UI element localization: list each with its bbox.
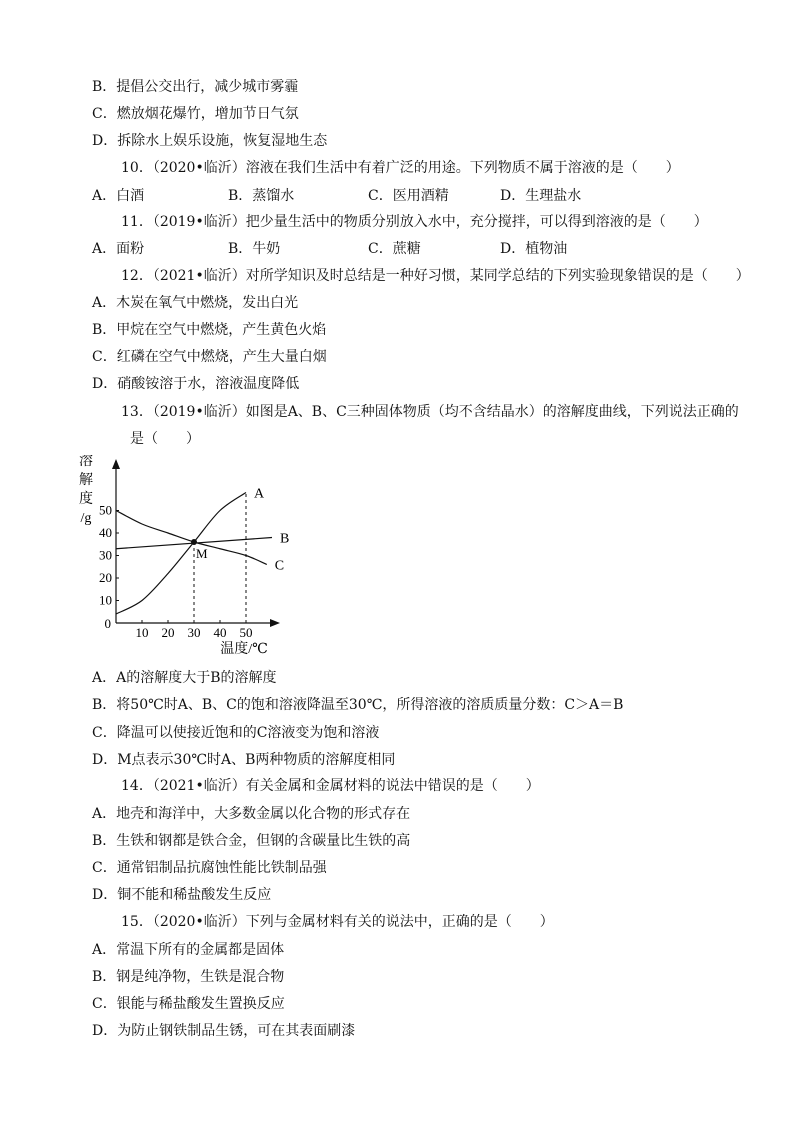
q11-option-d: D．植物油 <box>500 241 568 257</box>
series-a-curve <box>116 493 246 615</box>
x-tick-label: 30 <box>187 625 201 640</box>
y-axis-label-part: 溶 <box>79 455 93 469</box>
q15-option-b: B．钢是纯净物，生铁是混合物 <box>92 969 285 985</box>
q13-option-d: D．M点表示30℃时A、B两种物质的溶解度相同 <box>92 752 396 768</box>
q9-option-d: D．拆除水上娱乐设施，恢复湿地生态 <box>92 133 328 149</box>
x-tick-label: 20 <box>161 625 175 640</box>
q12-option-c: C．红磷在空气中燃烧，产生大量白烟 <box>92 349 327 365</box>
q15-option-d: D．为防止钢铁制品生锈，可在其表面刷漆 <box>92 1023 356 1039</box>
q14-option-d: D．铜不能和稀盐酸发生反应 <box>92 887 272 903</box>
x-axis-label: 温度/℃ <box>220 642 268 657</box>
y-tick-label: 30 <box>99 547 112 563</box>
origin-label: 0 <box>104 616 111 631</box>
point-m-label: M <box>196 546 208 561</box>
q10-stem: 10．（2020•临沂）溶液在我们生活中有着广泛的用途。下列物质不属于溶液的是（ ） <box>121 160 680 176</box>
q11-option-b: B．牛奶 <box>228 241 281 257</box>
q13-stem: 13．（2019•临沂）如图是A、B、C三种固体物质（均不含结晶水）的溶解度曲线，下列说法正确的 <box>121 404 739 420</box>
q10-option-c: C．医用酒精 <box>368 188 449 204</box>
series-c-curve <box>116 511 267 565</box>
q13-option-a: A．A的溶解度大于B的溶解度 <box>92 670 277 686</box>
y-tick-label: 40 <box>99 525 112 540</box>
q14-stem: 14．（2021•临沂）有关金属和金属材料的说法中错误的是（ ） <box>121 778 540 794</box>
q13-option-c: C．降温可以使接近饱和的C溶液变为饱和溶液 <box>92 725 380 741</box>
y-axis-arrow <box>112 459 120 469</box>
series-c-label: C <box>274 558 285 574</box>
chart-labels <box>79 455 289 657</box>
q9-option-c: C．燃放烟花爆竹，增加节日气氛 <box>92 106 299 122</box>
chart-series <box>116 493 272 615</box>
q11-option-a: A．面粉 <box>92 241 145 257</box>
y-axis-label-part: /g <box>80 511 92 526</box>
q14-option-b: B．生铁和钢都是铁合金，但钢的含碳量比生铁的高 <box>92 833 411 849</box>
q12-option-d: D．硝酸铵溶于水，溶液温度降低 <box>92 376 300 392</box>
y-axis-label-part: 度 <box>79 492 93 507</box>
y-axis-label-part: 解 <box>79 473 93 488</box>
q11-stem: 11．（2019•临沂）把少量生活中的物质分别放入水中，充分搅拌，可以得到溶液的是（ ） <box>121 214 708 230</box>
q12-option-a: A．木炭在氧气中燃烧，发出白光 <box>92 295 299 311</box>
q12-option-b: B．甲烷在空气中燃烧，产生黄色火焰 <box>92 322 327 338</box>
q9-option-b: B．提倡公交出行，减少城市雾霾 <box>92 79 299 95</box>
q13-stem-continued: 是（ ） <box>130 431 200 447</box>
q15-option-c: C．银能与稀盐酸发生置换反应 <box>92 996 285 1012</box>
q15-option-a: A．常温下所有的金属都是固体 <box>92 942 285 958</box>
y-tick-label: 20 <box>99 570 112 585</box>
q10-option-b: B．蒸馏水 <box>228 188 295 204</box>
x-tick-label: 40 <box>213 625 227 640</box>
point-m-marker <box>191 539 197 545</box>
x-tick-label: 50 <box>239 625 253 640</box>
solubility-chart <box>74 455 304 665</box>
q10-option-d: D．生理盐水 <box>500 188 582 204</box>
q11-option-c: C．蔗糖 <box>368 241 421 257</box>
q10-option-a: A．白酒 <box>92 188 145 204</box>
series-a-label: A <box>254 486 265 502</box>
q14-option-a: A．地壳和海洋中，大多数金属以化合物的形式存在 <box>92 806 411 822</box>
q14-option-c: C．通常铝制品抗腐蚀性能比铁制品强 <box>92 860 327 876</box>
q12-stem: 12．（2021•临沂）对所学知识及时总结是一种好习惯，某同学总结的下列实验现象错误的是（ ） <box>121 268 750 284</box>
q15-stem: 15．（2020•临沂）下列与金属材料有关的说法中，正确的是（ ） <box>121 914 554 930</box>
y-tick-label: 50 <box>99 502 112 518</box>
q13-option-b: B．将50℃时A、B、C的饱和溶液降温至30℃，所得溶液的溶质质量分数：C＞A＝B <box>92 697 624 713</box>
x-axis-arrow <box>270 619 280 627</box>
series-b-label: B <box>280 531 290 547</box>
x-tick-label: 10 <box>135 625 149 640</box>
y-tick-label: 10 <box>99 592 112 608</box>
